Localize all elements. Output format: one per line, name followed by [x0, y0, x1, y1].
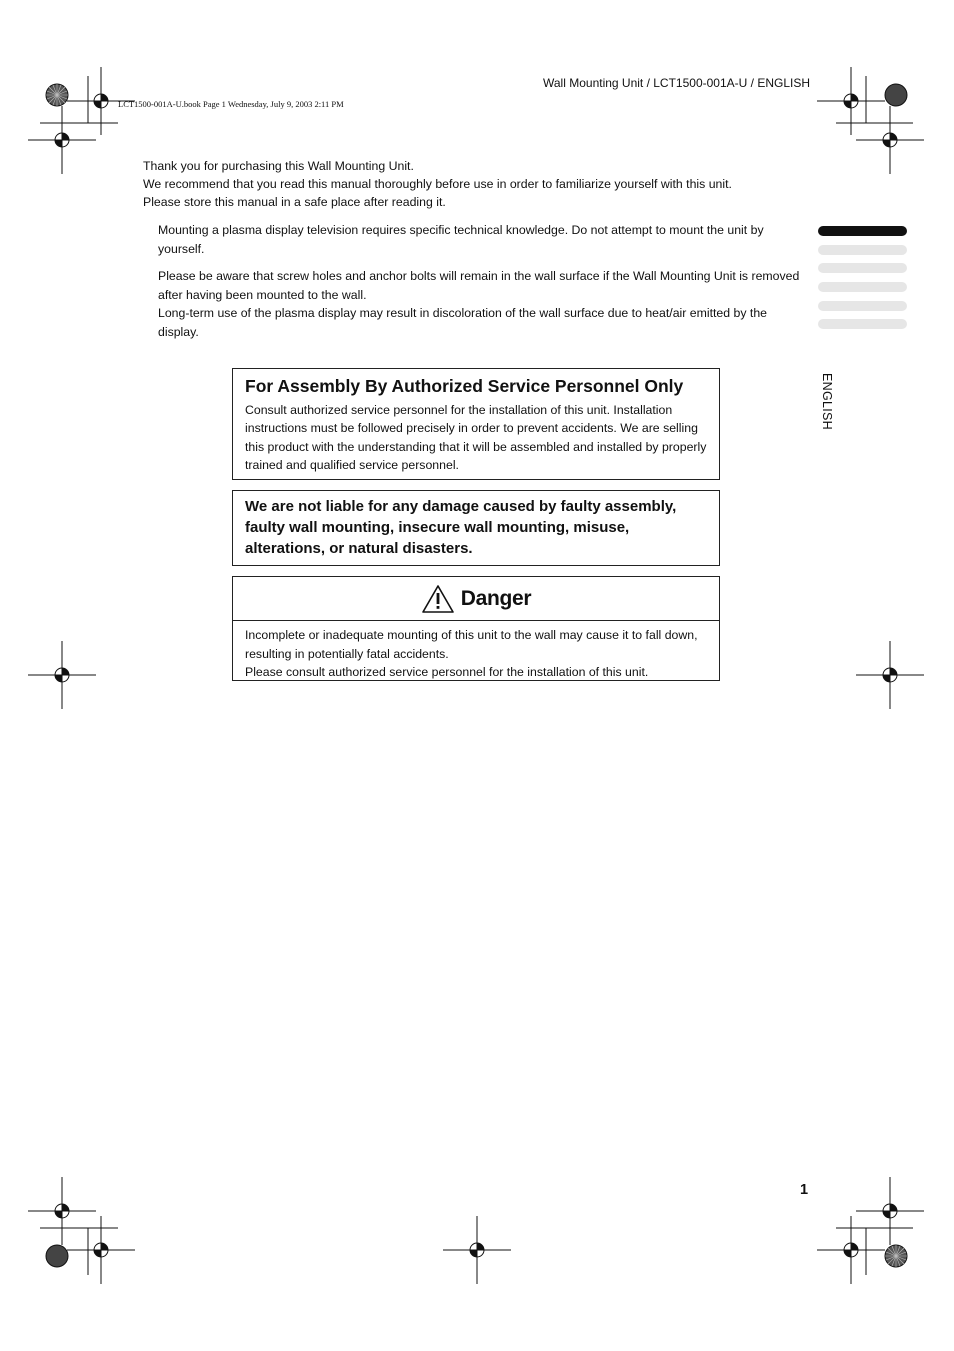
language-tab [818, 282, 907, 292]
note-mounting: Mounting a plasma display television requires specific technical knowledge. Do not attempt to mount the unit by yourself. [158, 223, 764, 256]
running-header: Wall Mounting Unit / LCT1500-001A-U / ENGLISH [543, 76, 810, 90]
intro-line: Please store this manual in a safe place after reading it. [143, 195, 446, 209]
language-tab [818, 301, 907, 311]
note-discoloration: Long-term use of the plasma display may result in discoloration of the wall surface due to heat/air emitted by the display. [158, 306, 768, 339]
language-tabs [818, 226, 907, 338]
assembly-notice-body: Consult authorized service personnel for the installation of this unit. Installation instructions must be followed precisely in order to prevent accidents. We are selling this product with the understanding that it will be assembled and installed by properly trained and qualified service personnel. [245, 403, 707, 472]
language-tab [818, 319, 907, 329]
liability-notice-text: We are not liable for any damage caused by faulty assembly, faulty wall mounting, insecure wall mounting, misuse, alterations, or natural disasters. [245, 498, 677, 557]
language-tab [818, 245, 907, 255]
language-label: ENGLISH [820, 373, 834, 430]
danger-header [233, 577, 719, 621]
page-number: 1 [800, 1182, 809, 1198]
danger-box [232, 576, 720, 681]
language-tab-active [818, 226, 907, 236]
danger-title: Danger [460, 586, 532, 610]
danger-line: Incomplete or inadequate mounting of this unit to the wall may cause it to fall down, resulting in potentially fatal accidents. [245, 628, 698, 661]
language-tab [818, 263, 907, 273]
liability-notice-box [232, 490, 720, 566]
assembly-notice-title: For Assembly By Authorized Service Personnel Only [245, 376, 684, 396]
intro-line: Thank you for purchasing this Wall Mounting Unit. [143, 159, 414, 173]
danger-line: Please consult authorized service personnel for the installation of this unit. [245, 665, 649, 679]
book-info-line: LCT1500-001A-U.book Page 1 Wednesday, July 9, 2003 2:11 PM [118, 99, 344, 109]
note-screw-holes: Please be aware that screw holes and anchor bolts will remain in the wall surface if the Wall Mounting Unit is removed after having been mounted to the wall. [158, 269, 800, 302]
warning-triangle-icon [421, 584, 455, 614]
assembly-notice-box [232, 368, 720, 480]
intro-line: We recommend that you read this manual thoroughly before use in order to familiarize yourself with this unit. [143, 177, 732, 191]
danger-body [233, 621, 719, 682]
intro-section [143, 157, 813, 211]
notes-section [158, 221, 810, 341]
